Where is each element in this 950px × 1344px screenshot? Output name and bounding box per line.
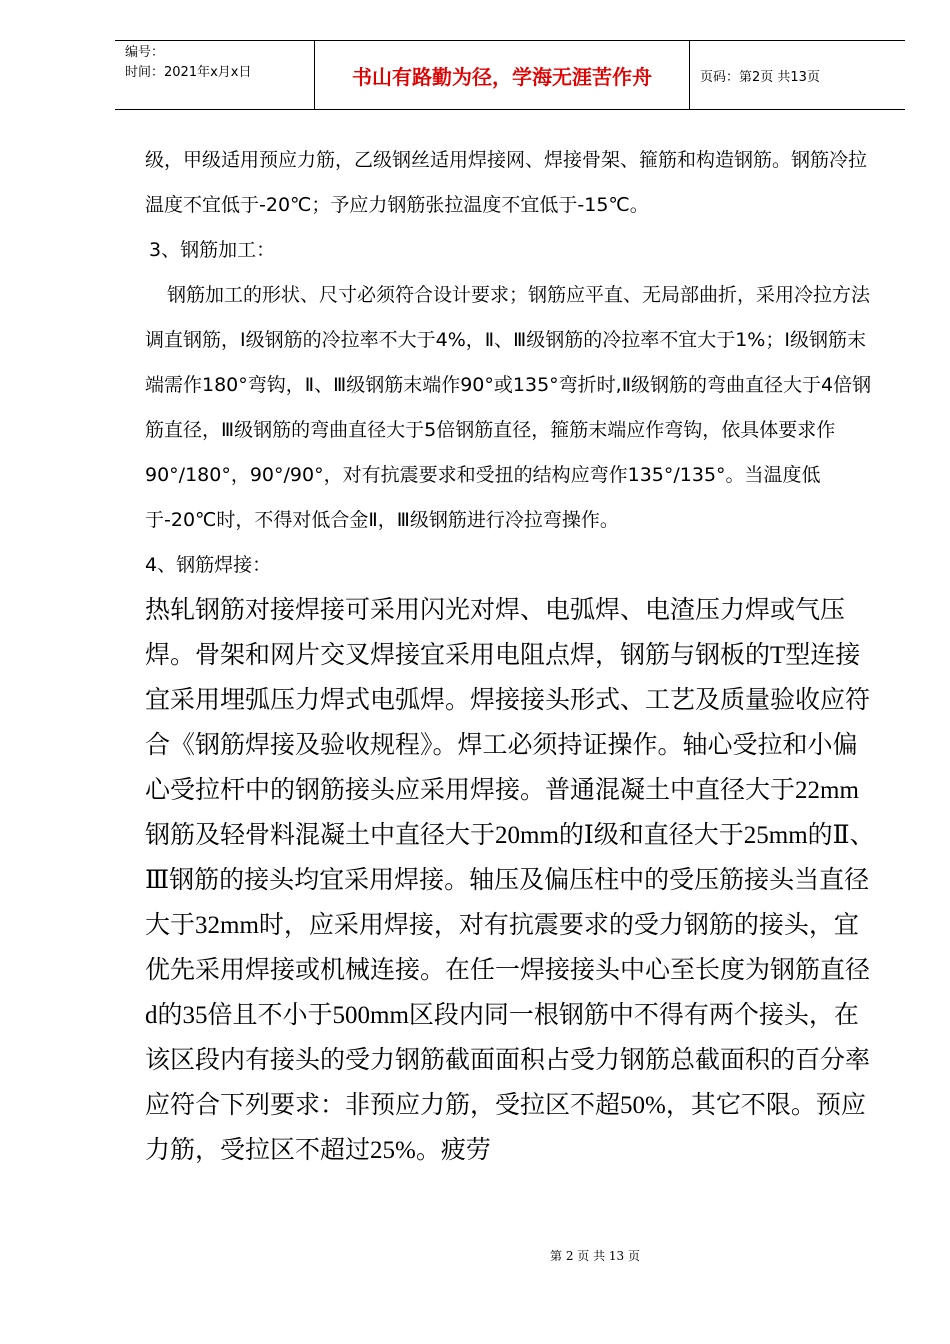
section-heading-rebar-welding: 4、钢筋焊接： [145, 554, 272, 576]
paragraph-rebar-processing: 钢筋加工的形状、尺寸必须符合设计要求；钢筋应平直、无局部曲折，采用冷拉方法调直钢筋，Ⅰ级钢筋的冷拉率不大于4%，Ⅱ、Ⅲ级钢筋的冷拉率不宜大于1%；Ⅰ级钢筋末端需作180°弯钩，Ⅱ、Ⅲ级钢筋末端作90°或135°弯折时,Ⅱ级钢筋的弯曲直径大于4倍钢筋直径，Ⅲ级钢筋的弯曲直径大于5倍钢筋直径，箍筋末端应作弯钩，依具体要求作90°/180°，90°/90°，对有抗震要求和受扭的结构应弯作135°/135°。当温度低于-20℃时，不得对低合金Ⅱ，Ⅲ级钢筋进行冷拉弯操作。 [145, 284, 872, 531]
document-body [145, 138, 880, 1173]
document-number: 编号： [125, 45, 165, 60]
document-time: 时间：2021年x月x日 [125, 65, 252, 80]
paragraph-grade-usage: 级，甲级适用预应力筋，乙级钢丝适用焊接网、焊接骨架、箍筋和构造钢筋。钢筋冷拉温度不宜低于-20℃；予应力钢筋张拉温度不宜低于-15℃。 [145, 149, 868, 216]
header-motto: 书山有路勤为径，学海无涯苦作舟 [315, 41, 690, 109]
page-header [115, 40, 905, 110]
header-page-number: 页码：第2页 共13页 [700, 69, 820, 85]
paragraph-rebar-welding: 热轧钢筋对接焊接可采用闪光对焊、电弧焊、电渣压力焊或气压焊。骨架和网片交叉焊接宜采用电阻点焊，钢筋与钢板的T型连接宜采用埋弧压力焊式电弧焊。焊接接头形式、工艺及质量验收应符合《钢筋焊接及验收规程》。焊工必须持证操作。轴心受拉和小偏心受拉杆中的钢筋接头应采用焊接。普通混凝土中直径大于22mm钢筋及轻骨料混凝土中直径大于20mm的Ⅰ级和直径大于25mm的Ⅱ、Ⅲ钢筋的接头均宜采用焊接。轴压及偏压柱中的受压筋接头当直径大于32mm时，应采用焊接，对有抗震要求的受力钢筋的接头，宜优先采用焊接或机械连接。在任一焊接接头中心至长度为钢筋直径d的35倍且不小于500mm区段内同一根钢筋中不得有两个接头，在该区段内有接头的受力钢筋截面面积占受力钢筋总截面积的百分率应符合下列要求：非预应力筋，受拉区不超50%，其它不限。预应力筋，受拉区不超过25%。疲劳 [145, 597, 875, 1164]
section-heading-rebar-processing: 3、钢筋加工： [149, 239, 276, 261]
page-footer: 第 2 页 共 13 页 [550, 1249, 640, 1263]
header-meta [115, 41, 315, 109]
